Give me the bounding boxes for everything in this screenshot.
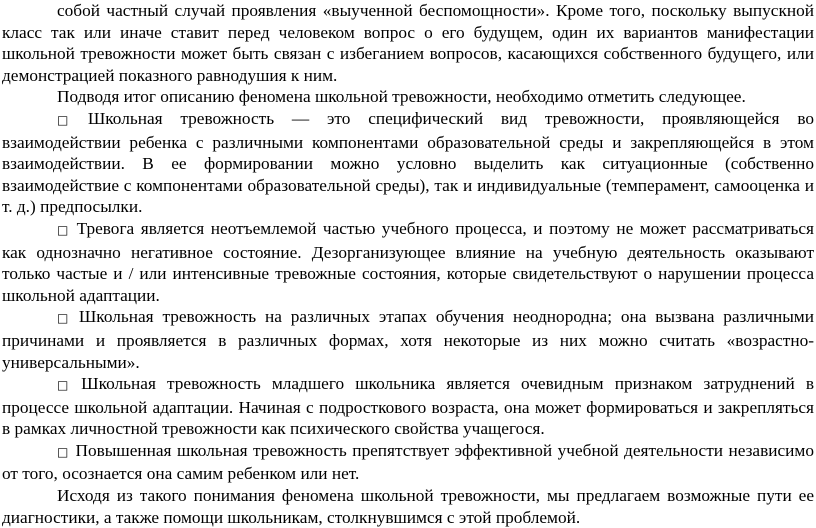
checkbox-bullet-icon: □: [57, 378, 76, 393]
bullet-paragraph-stages: [2, 306, 814, 373]
paragraph-text: Тревога является неотъемлемой частью учебного процесса, и поэтому не может рассматриваться как однозначно негативное состояние. Дезорганизующее влияние на учебную деятельность оказывают только частые и / или интенсивные тревожные состояния, которые свидетельствуют о нарушении процесса школьной адаптации.: [2, 218, 814, 305]
paragraph-text: Школьная тревожность на различных этапах обучения неоднородна; она вызвана различными причинами и проявляется в различных формах, хотя некоторые из них можно считать «возрастно-универсальными».: [2, 307, 814, 372]
paragraph-conclusion: [2, 485, 814, 528]
paragraph-summary-intro: [2, 86, 814, 108]
checkbox-bullet-icon: □: [57, 444, 70, 459]
paragraph-text: Повышенная школьная тревожность препятствует эффективной учебной деятельности независимо от того, осознается она самим ребенком или нет.: [2, 440, 814, 484]
checkbox-bullet-icon: □: [57, 311, 73, 326]
checkbox-bullet-icon: □: [57, 222, 71, 237]
bullet-paragraph-anxiety: [2, 218, 814, 306]
paragraph-text: Школьная тревожность младшего школьника является очевидным признаком затруднений в процессе школьной адаптации. Начиная с подросткового возраста, она может формироваться и закрепляться в рамках личностной тревожности как психического свойства учащегося.: [2, 374, 815, 439]
bullet-paragraph-definition: [2, 108, 814, 218]
paragraph-text: Подводя итог описанию феномена школьной тревожности, необходимо отметить следующее.: [57, 87, 746, 107]
paragraph-continuation: [2, 0, 814, 86]
paragraph-text: собой частный случай проявления «выученной беспомощности». Кроме того, поскольку выпускной класс так или иначе ставит перед человеком вопрос о его будущем, один их вариантов манифестации школьной тревожности может быть связан с избеганием вопросов, касающихся собственного будущего, или демонстрацией показного равнодушия к ним.: [2, 1, 814, 85]
checkbox-bullet-icon: □: [57, 112, 82, 127]
bullet-paragraph-junior: [2, 373, 814, 440]
paragraph-text: Школьная тревожность — это специфический вид тревожности, проявляющейся во взаимодействии ребенка с различными компонентами образовательной среды и закрепляющейся в этом взаимодействии. В ее формировании можно условно выделить как ситуационные (собственно взаимодействие с компонентами образовательной среды), так и индивидуальные (темперамент, самооценка и т. д.) предпосылки.: [2, 108, 815, 217]
bullet-paragraph-increased: [2, 440, 814, 485]
paragraph-text: Исходя из такого понимания феномена школьной тревожности, мы предлагаем возможные пути ее диагностики, а также помощи школьникам, столкнувшимся с этой проблемой.: [2, 486, 814, 527]
